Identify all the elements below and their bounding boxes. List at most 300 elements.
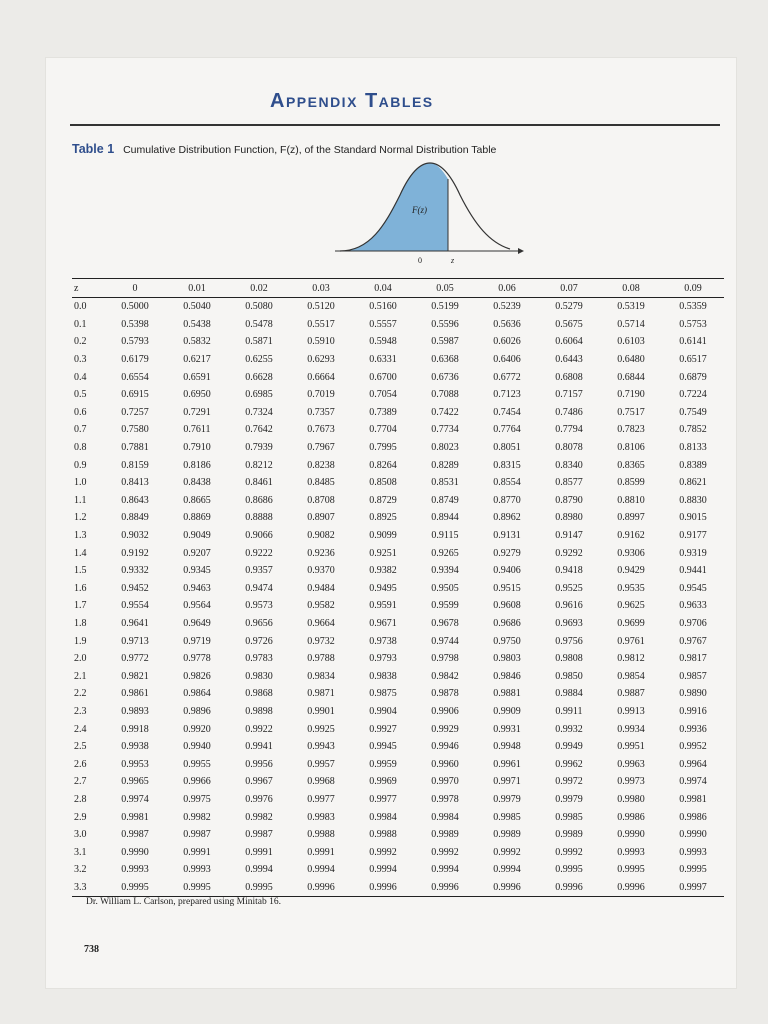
probability-cell: 0.8907 [307,512,335,524]
probability-cell: 0.8944 [431,512,459,524]
probability-cell: 0.9906 [431,705,459,717]
probability-cell: 0.9713 [121,635,149,647]
probability-cell: 0.9971 [493,776,521,788]
column-header: 0.01 [166,279,228,298]
probability-cell: 0.9979 [555,793,583,805]
probability-cell: 0.9960 [431,758,459,770]
table-row [72,439,724,457]
probability-cell: 0.9846 [493,670,521,682]
probability-cell: 0.8708 [307,494,335,506]
probability-cell: 0.9949 [555,741,583,753]
table-row [72,527,724,545]
axis-zero-label: 0 [418,256,422,265]
probability-cell: 0.9887 [617,688,645,700]
probability-cell: 0.9890 [679,688,707,700]
probability-cell: 0.9686 [493,617,521,629]
probability-cell: 0.9986 [617,811,645,823]
probability-cell: 0.6591 [183,371,211,383]
table-row [72,755,724,773]
probability-cell: 0.9976 [245,793,273,805]
probability-cell: 0.7734 [431,424,459,436]
probability-cell: 0.9564 [183,600,211,612]
probability-cell: 0.9778 [183,653,211,665]
probability-cell: 0.9995 [617,864,645,876]
probability-cell: 0.9913 [617,705,645,717]
probability-cell: 0.6736 [431,371,459,383]
probability-cell: 0.8238 [307,459,335,471]
table-caption [72,142,496,156]
table-row [72,544,724,562]
probability-cell: 0.9982 [183,811,211,823]
probability-cell: 0.8729 [369,494,397,506]
z-value-cell: 2.0 [74,653,87,665]
probability-cell: 0.9985 [555,811,583,823]
probability-cell: 0.9996 [414,879,476,897]
probability-cell: 0.9641 [121,617,149,629]
table-row [72,861,724,879]
probability-cell: 0.7967 [307,442,335,454]
probability-cell: 0.9049 [183,530,211,542]
probability-cell: 0.9997 [662,879,724,897]
probability-cell: 0.8749 [431,494,459,506]
probability-cell: 0.9032 [121,530,149,542]
probability-cell: 0.9965 [121,776,149,788]
probability-cell: 0.7794 [555,424,583,436]
table-row [72,456,724,474]
probability-cell: 0.8577 [555,477,583,489]
z-value-cell: 2.4 [74,723,87,735]
z-value-cell: 3.0 [74,829,87,841]
probability-cell: 0.9911 [555,705,583,717]
probability-cell: 0.9987 [121,829,149,841]
probability-cell: 0.5636 [493,318,521,330]
probability-cell: 0.9850 [555,670,583,682]
probability-cell: 0.9591 [369,600,397,612]
table-row [72,333,724,351]
z-value-cell: 0.2 [74,336,87,348]
z-value-cell: 3.2 [74,864,87,876]
probability-cell: 0.9955 [183,758,211,770]
probability-cell: 0.5040 [183,301,211,313]
table-row [72,843,724,861]
table-row [72,368,724,386]
probability-cell: 0.8413 [121,477,149,489]
probability-cell: 0.6772 [493,371,521,383]
probability-cell: 0.9996 [476,879,538,897]
probability-cell: 0.8962 [493,512,521,524]
probability-cell: 0.8051 [493,442,521,454]
probability-cell: 0.5438 [183,318,211,330]
probability-cell: 0.5557 [369,318,397,330]
probability-cell: 0.7257 [121,406,149,418]
probability-cell: 0.7486 [555,406,583,418]
probability-cell: 0.9983 [307,811,335,823]
z-value-cell: 0.1 [74,318,87,330]
probability-cell: 0.5987 [431,336,459,348]
probability-cell: 0.9808 [555,653,583,665]
probability-cell: 0.5000 [121,301,149,313]
probability-cell: 0.5832 [183,336,211,348]
probability-cell: 0.5871 [245,336,273,348]
probability-cell: 0.6517 [679,354,707,366]
z-value-cell: 2.8 [74,793,87,805]
probability-cell: 0.9996 [290,879,352,897]
probability-cell: 0.9868 [245,688,273,700]
probability-cell: 0.9838 [369,670,397,682]
probability-cell: 0.9920 [183,723,211,735]
probability-cell: 0.9821 [121,670,149,682]
axis-z-label: z [451,256,455,265]
probability-cell: 0.9693 [555,617,583,629]
probability-cell: 0.9991 [183,846,211,858]
table-row [72,509,724,527]
probability-cell: 0.9981 [121,811,149,823]
probability-cell: 0.9964 [679,758,707,770]
probability-cell: 0.9357 [245,565,273,577]
probability-cell: 0.9871 [307,688,335,700]
probability-cell: 0.9970 [431,776,459,788]
probability-cell: 0.9988 [369,829,397,841]
probability-cell: 0.8438 [183,477,211,489]
probability-cell: 0.5359 [679,301,707,313]
probability-cell: 0.8925 [369,512,397,524]
probability-cell: 0.9941 [245,741,273,753]
probability-cell: 0.6293 [307,354,335,366]
table-row [72,597,724,615]
probability-cell: 0.9975 [183,793,211,805]
probability-cell: 0.9525 [555,582,583,594]
probability-cell: 0.9993 [121,864,149,876]
probability-cell: 0.6255 [245,354,273,366]
normal-distribution-table [72,278,724,897]
probability-cell: 0.9162 [617,530,645,542]
probability-cell: 0.8389 [679,459,707,471]
column-header: 0.09 [662,279,724,298]
probability-cell: 0.6406 [493,354,521,366]
z-value-cell: 1.0 [74,477,87,489]
probability-cell: 0.9951 [617,741,645,753]
probability-cell: 0.6103 [617,336,645,348]
probability-cell: 0.9987 [183,829,211,841]
page-number: 738 [84,944,99,955]
probability-cell: 0.7549 [679,406,707,418]
probability-cell: 0.8554 [493,477,521,489]
z-value-cell: 2.9 [74,811,87,823]
column-header: 0.04 [352,279,414,298]
probability-cell: 0.6915 [121,389,149,401]
probability-cell: 0.9515 [493,582,521,594]
probability-cell: 0.5753 [679,318,707,330]
probability-cell: 0.6554 [121,371,149,383]
table-row [72,808,724,826]
probability-cell: 0.9904 [369,705,397,717]
probability-cell: 0.9875 [369,688,397,700]
probability-cell: 0.9993 [617,846,645,858]
x-axis-arrow [518,248,524,254]
probability-cell: 0.9370 [307,565,335,577]
probability-cell: 0.9251 [369,547,397,559]
probability-cell: 0.8485 [307,477,335,489]
probability-cell: 0.7324 [245,406,273,418]
probability-cell: 0.9306 [617,547,645,559]
probability-cell: 0.6179 [121,354,149,366]
probability-cell: 0.8686 [245,494,273,506]
probability-cell: 0.9916 [679,705,707,717]
table-row [72,580,724,598]
probability-cell: 0.6950 [183,389,211,401]
probability-cell: 0.7704 [369,424,397,436]
probability-cell: 0.9989 [493,829,521,841]
probability-cell: 0.9830 [245,670,273,682]
probability-cell: 0.9995 [228,879,290,897]
probability-cell: 0.9505 [431,582,459,594]
probability-cell: 0.9616 [555,600,583,612]
probability-cell: 0.7881 [121,442,149,454]
table-row [72,791,724,809]
probability-cell: 0.9963 [617,758,645,770]
probability-cell: 0.9719 [183,635,211,647]
probability-cell: 0.9974 [679,776,707,788]
probability-cell: 0.6700 [369,371,397,383]
probability-cell: 0.7454 [493,406,521,418]
probability-cell: 0.5080 [245,301,273,313]
probability-cell: 0.9495 [369,582,397,594]
probability-cell: 0.8599 [617,477,645,489]
probability-cell: 0.9996 [600,879,662,897]
z-value-cell: 3.3 [72,879,104,897]
table-row [72,650,724,668]
probability-cell: 0.5675 [555,318,583,330]
probability-cell: 0.8830 [679,494,707,506]
z-value-cell: 2.2 [74,688,87,700]
probability-cell: 0.9994 [245,864,273,876]
probability-cell: 0.9147 [555,530,583,542]
probability-cell: 0.9678 [431,617,459,629]
column-header: 0.08 [600,279,662,298]
probability-cell: 0.6480 [617,354,645,366]
probability-cell: 0.9943 [307,741,335,753]
probability-cell: 0.9934 [617,723,645,735]
probability-cell: 0.7642 [245,424,273,436]
probability-cell: 0.8264 [369,459,397,471]
probability-cell: 0.9783 [245,653,273,665]
probability-cell: 0.7190 [617,389,645,401]
probability-cell: 0.6026 [493,336,521,348]
probability-cell: 0.9633 [679,600,707,612]
z-value-cell: 2.5 [74,741,87,753]
probability-cell: 0.6217 [183,354,211,366]
probability-cell: 0.6664 [307,371,335,383]
probability-cell: 0.9738 [369,635,397,647]
probability-cell: 0.9996 [352,879,414,897]
probability-cell: 0.7157 [555,389,583,401]
probability-cell: 0.8023 [431,442,459,454]
table-row [72,615,724,633]
probability-cell: 0.9956 [245,758,273,770]
probability-cell: 0.9015 [679,512,707,524]
probability-cell: 0.7389 [369,406,397,418]
probability-cell: 0.9582 [307,600,335,612]
probability-cell: 0.5714 [617,318,645,330]
probability-cell: 0.9292 [555,547,583,559]
probability-cell: 0.9761 [617,635,645,647]
probability-cell: 0.9441 [679,565,707,577]
probability-cell: 0.9990 [121,846,149,858]
probability-cell: 0.9279 [493,547,521,559]
probability-cell: 0.9980 [617,793,645,805]
probability-cell: 0.7611 [183,424,211,436]
probability-cell: 0.8770 [493,494,521,506]
probability-cell: 0.9236 [307,547,335,559]
probability-cell: 0.9909 [493,705,521,717]
probability-cell: 0.9994 [369,864,397,876]
probability-cell: 0.9394 [431,565,459,577]
probability-cell: 0.9767 [679,635,707,647]
table-row [72,351,724,369]
probability-cell: 0.9382 [369,565,397,577]
table-row [72,386,724,404]
probability-cell: 0.6808 [555,371,583,383]
probability-cell: 0.9452 [121,582,149,594]
probability-cell: 0.9953 [121,758,149,770]
probability-cell: 0.9986 [679,811,707,823]
column-header: 0.07 [538,279,600,298]
probability-cell: 0.9992 [493,846,521,858]
probability-cell: 0.9995 [104,879,166,897]
table-caption-text: Cumulative Distribution Function, F(z), of the Standard Normal Distribution Table [123,144,497,156]
table-row [72,404,724,422]
probability-cell: 0.6985 [245,389,273,401]
probability-cell: 0.9990 [679,829,707,841]
probability-cell: 0.9772 [121,653,149,665]
probability-cell: 0.7291 [183,406,211,418]
probability-cell: 0.9932 [555,723,583,735]
probability-cell: 0.8888 [245,512,273,524]
z-value-cell: 2.3 [74,705,87,717]
probability-cell: 0.9922 [245,723,273,735]
probability-cell: 0.6443 [555,354,583,366]
probability-cell: 0.9957 [307,758,335,770]
probability-cell: 0.7673 [307,424,335,436]
probability-cell: 0.9732 [307,635,335,647]
probability-cell: 0.8315 [493,459,521,471]
table-row [72,421,724,439]
normal-curve-figure [320,155,530,270]
probability-cell: 0.9990 [617,829,645,841]
table-row [72,703,724,721]
probability-cell: 0.9474 [245,582,273,594]
probability-cell: 0.9066 [245,530,273,542]
probability-cell: 0.9726 [245,635,273,647]
probability-cell: 0.8106 [617,442,645,454]
column-header: 0.06 [476,279,538,298]
probability-cell: 0.7422 [431,406,459,418]
probability-cell: 0.9857 [679,670,707,682]
probability-cell: 0.9418 [555,565,583,577]
probability-cell: 0.5160 [369,301,397,313]
probability-cell: 0.9936 [679,723,707,735]
probability-cell: 0.5199 [431,301,459,313]
probability-cell: 0.7939 [245,442,273,454]
z-value-cell: 0.0 [74,301,87,313]
table-row [72,316,724,334]
probability-cell: 0.9671 [369,617,397,629]
probability-cell: 0.9925 [307,723,335,735]
column-header: 0.05 [414,279,476,298]
probability-cell: 0.9991 [307,846,335,858]
probability-cell: 0.9988 [307,829,335,841]
probability-cell: 0.7910 [183,442,211,454]
probability-cell: 0.9207 [183,547,211,559]
probability-cell: 0.9706 [679,617,707,629]
probability-cell: 0.9625 [617,600,645,612]
probability-cell: 0.9931 [493,723,521,735]
probability-cell: 0.9996 [538,879,600,897]
probability-cell: 0.9854 [617,670,645,682]
table-row [72,826,724,844]
probability-cell: 0.9962 [555,758,583,770]
probability-cell: 0.8621 [679,477,707,489]
probability-cell: 0.8289 [431,459,459,471]
probability-cell: 0.7123 [493,389,521,401]
probability-cell: 0.8531 [431,477,459,489]
probability-cell: 0.9927 [369,723,397,735]
probability-cell: 0.9656 [245,617,273,629]
probability-cell: 0.9798 [431,653,459,665]
probability-cell: 0.9974 [121,793,149,805]
table-header-row [72,279,724,298]
probability-cell: 0.9969 [369,776,397,788]
probability-cell: 0.9946 [431,741,459,753]
probability-cell: 0.9968 [307,776,335,788]
z-value-cell: 1.5 [74,565,87,577]
table-label: Table 1 [72,142,115,156]
probability-cell: 0.9918 [121,723,149,735]
probability-cell: 0.7054 [369,389,397,401]
z-value-cell: 1.1 [74,494,87,506]
probability-cell: 0.9973 [617,776,645,788]
probability-cell: 0.6879 [679,371,707,383]
probability-cell: 0.9484 [307,582,335,594]
table-row [72,773,724,791]
appendix-title: Appendix Tables [270,90,434,112]
title-rule [70,124,720,126]
probability-cell: 0.5793 [121,336,149,348]
probability-cell: 0.8643 [121,494,149,506]
probability-cell: 0.9959 [369,758,397,770]
probability-cell: 0.8508 [369,477,397,489]
probability-cell: 0.9573 [245,600,273,612]
z-value-cell: 1.7 [74,600,87,612]
probability-cell: 0.9948 [493,741,521,753]
z-value-cell: 2.1 [74,670,87,682]
probability-cell: 0.9984 [369,811,397,823]
probability-cell: 0.9842 [431,670,459,682]
table-row [72,492,724,510]
area-label: F(z) [412,205,427,215]
probability-cell: 0.8869 [183,512,211,524]
column-header: 0.03 [290,279,352,298]
probability-cell: 0.9535 [617,582,645,594]
probability-cell: 0.8133 [679,442,707,454]
probability-cell: 0.9992 [369,846,397,858]
probability-cell: 0.7019 [307,389,335,401]
table-row [72,474,724,492]
z-value-cell: 1.2 [74,512,87,524]
z-value-cell: 2.7 [74,776,87,788]
probability-cell: 0.5596 [431,318,459,330]
probability-cell: 0.8365 [617,459,645,471]
